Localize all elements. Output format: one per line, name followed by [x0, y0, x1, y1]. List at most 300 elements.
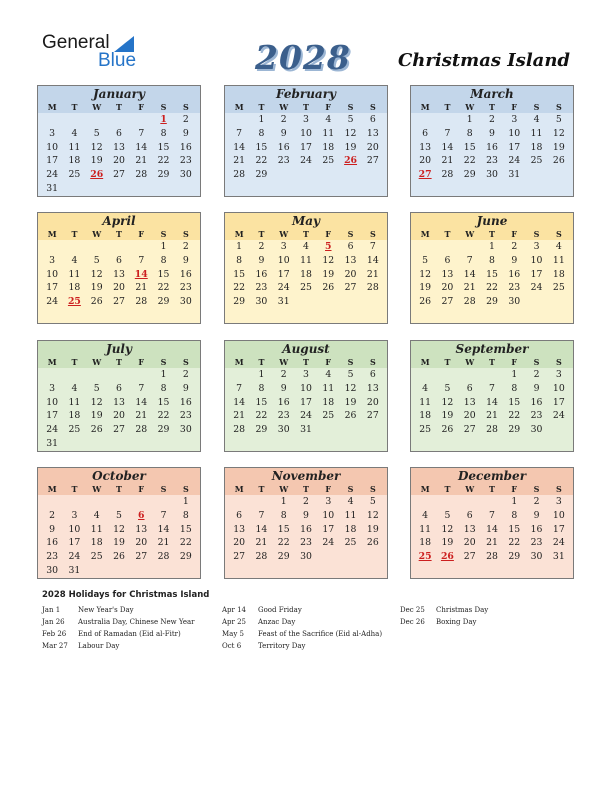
holiday-name: Australia Day, Chinese New Year	[78, 618, 195, 626]
day-cell: 3	[280, 241, 287, 252]
day-grid	[411, 113, 573, 182]
weekday-label: T	[303, 357, 309, 367]
day-cell: 30	[179, 296, 192, 308]
month-name: July	[38, 341, 200, 356]
day-cell: 21	[366, 268, 379, 280]
holiday-name: Feast of the Sacrifice (Eid al-Adha)	[258, 630, 383, 638]
day-cell: 5	[369, 496, 376, 507]
day-cell: 13	[344, 254, 357, 266]
day-cell: 16	[277, 396, 290, 408]
weekday-label: W	[279, 484, 289, 494]
month-name: April	[38, 213, 200, 228]
day-cell: 27	[113, 424, 125, 436]
day-cell: 26	[441, 424, 454, 436]
day-cell: 22	[179, 537, 192, 549]
day-cell: 29	[255, 169, 268, 181]
day-cell: 21	[486, 537, 498, 549]
day-cell: 23	[179, 410, 192, 422]
holiday-column	[42, 604, 195, 652]
holiday-day-cell: 26	[344, 155, 358, 167]
day-cell: 9	[49, 523, 56, 535]
weekday-label: S	[160, 484, 167, 494]
day-grid	[225, 495, 387, 564]
day-cell: 12	[90, 396, 103, 408]
day-grid	[411, 368, 573, 437]
day-cell: 4	[71, 127, 78, 139]
day-cell: 30	[486, 169, 498, 181]
day-cell: 12	[344, 127, 357, 139]
day-cell: 11	[68, 396, 81, 408]
day-cell: 13	[463, 396, 476, 408]
weekday-label: S	[347, 229, 354, 239]
day-cell: 28	[135, 169, 148, 181]
day-cell: 13	[113, 396, 125, 408]
day-cell: 10	[300, 127, 312, 139]
day-cell: 7	[489, 382, 495, 394]
day-cell: 10	[300, 382, 312, 394]
day-cell: 29	[255, 424, 268, 436]
day-cell: 16	[179, 396, 192, 408]
day-cell: 24	[46, 424, 59, 436]
day-cell: 22	[486, 282, 498, 294]
day-cell: 7	[369, 241, 376, 252]
day-cell: 1	[511, 369, 518, 380]
month-name: November	[225, 468, 387, 483]
holiday-date: Jan 26	[42, 618, 65, 626]
day-cell: 15	[157, 268, 170, 280]
holiday-day-cell: 26	[440, 551, 454, 563]
weekday-label: M	[234, 357, 244, 367]
day-cell: 27	[135, 551, 148, 563]
holiday-list-title: 2028 Holidays for Christmas Island	[42, 590, 210, 600]
weekday-label: S	[555, 102, 562, 112]
weekday-label: S	[182, 229, 189, 239]
day-cell: 29	[157, 424, 170, 436]
day-cell: 19	[441, 537, 454, 549]
holiday-entry	[400, 604, 488, 616]
day-cell: 23	[486, 155, 498, 167]
holiday-date: Mar 27	[42, 642, 68, 650]
weekday-label: T	[116, 229, 122, 239]
day-cell: 27	[233, 551, 246, 563]
day-cell: 25	[68, 424, 81, 436]
weekday-label: F	[325, 102, 332, 112]
day-cell: 24	[277, 282, 290, 294]
day-cell: 8	[160, 382, 167, 394]
weekday-label: W	[465, 102, 475, 112]
weekday-header-row	[225, 101, 387, 113]
day-cell: 18	[344, 523, 357, 535]
year-title: 2028	[255, 38, 351, 77]
day-cell: 6	[116, 127, 122, 139]
day-cell: 25	[322, 155, 335, 167]
day-cell: 27	[463, 551, 476, 563]
holiday-entry	[222, 616, 382, 628]
day-cell: 10	[277, 254, 290, 266]
weekday-label: F	[511, 229, 518, 239]
day-cell: 12	[441, 523, 454, 535]
day-cell: 4	[71, 382, 78, 394]
day-cell: 18	[68, 282, 81, 294]
holiday-entry	[222, 628, 382, 640]
day-cell: 20	[366, 141, 379, 153]
day-cell: 17	[68, 537, 81, 549]
day-cell: 26	[90, 296, 103, 308]
day-cell: 6	[444, 254, 451, 266]
weekday-label: F	[138, 229, 145, 239]
day-cell: 12	[344, 382, 357, 394]
day-cell: 23	[530, 410, 543, 422]
day-cell: 7	[466, 254, 473, 266]
day-cell: 16	[530, 396, 543, 408]
weekday-label: F	[138, 102, 145, 112]
day-cell: 24	[552, 410, 565, 422]
day-cell: 21	[135, 410, 148, 422]
day-cell: 9	[533, 509, 540, 521]
day-cell: 9	[182, 254, 189, 266]
day-cell: 9	[489, 127, 495, 139]
day-cell: 14	[233, 141, 246, 153]
day-cell: 4	[422, 509, 429, 521]
empty-day-cell	[414, 240, 436, 254]
holiday-entry	[42, 628, 195, 640]
day-cell: 11	[419, 396, 432, 408]
day-cell: 15	[157, 396, 170, 408]
day-cell: 14	[463, 268, 476, 280]
weekday-header-row	[225, 483, 387, 495]
day-cell: 16	[255, 268, 268, 280]
day-cell: 6	[116, 382, 122, 394]
day-cell: 20	[463, 410, 476, 422]
holiday-date: Dec 26	[400, 618, 425, 626]
weekday-header-row	[411, 483, 573, 495]
day-cell: 17	[277, 268, 290, 280]
day-cell: 28	[486, 424, 498, 436]
day-cell: 24	[300, 410, 312, 422]
empty-day-cell	[481, 368, 503, 382]
weekday-label: M	[47, 229, 57, 239]
holiday-date: Apr 14	[222, 606, 247, 614]
empty-day-cell	[228, 113, 250, 127]
weekday-label: M	[420, 229, 430, 239]
header	[0, 0, 612, 82]
day-cell: 31	[46, 182, 59, 194]
weekday-label: W	[92, 229, 102, 239]
day-cell: 30	[508, 296, 521, 308]
day-cell: 13	[113, 141, 125, 153]
weekday-label: W	[279, 357, 289, 367]
weekday-label: T	[489, 484, 495, 494]
day-cell: 28	[135, 296, 148, 308]
day-cell: 15	[508, 523, 521, 535]
day-cell: 24	[530, 282, 543, 294]
day-cell: 21	[441, 155, 454, 167]
day-cell: 15	[255, 141, 268, 153]
month-october	[37, 467, 201, 579]
day-grid	[38, 495, 200, 578]
day-cell: 25	[344, 537, 357, 549]
day-cell: 1	[236, 241, 243, 252]
day-cell: 28	[233, 424, 246, 436]
month-august	[224, 340, 388, 452]
day-cell: 25	[530, 155, 543, 167]
day-cell: 28	[366, 282, 379, 294]
day-cell: 6	[466, 509, 473, 521]
day-cell: 5	[93, 127, 100, 139]
month-name: October	[38, 468, 200, 483]
day-cell: 11	[419, 523, 432, 535]
day-cell: 14	[255, 523, 268, 535]
weekday-label: M	[234, 484, 244, 494]
day-cell: 7	[236, 127, 243, 139]
weekday-label: T	[258, 229, 265, 239]
weekday-label: F	[138, 357, 145, 367]
month-name: September	[411, 341, 573, 356]
day-grid	[411, 495, 573, 564]
day-cell: 18	[322, 396, 335, 408]
day-cell: 22	[277, 537, 290, 549]
day-cell: 10	[46, 141, 59, 153]
day-cell: 17	[552, 396, 565, 408]
empty-day-cell	[63, 113, 85, 127]
day-cell: 1	[182, 496, 189, 507]
month-name: February	[225, 86, 387, 101]
day-cell: 31	[277, 296, 290, 308]
holiday-day-cell: 27	[418, 169, 432, 181]
month-name: June	[411, 213, 573, 228]
day-cell: 3	[49, 382, 56, 394]
empty-day-cell	[63, 240, 85, 254]
day-grid	[225, 113, 387, 182]
empty-day-cell	[130, 240, 152, 254]
day-cell: 28	[135, 424, 148, 436]
day-cell: 11	[68, 141, 81, 153]
day-cell: 21	[486, 410, 498, 422]
day-cell: 25	[322, 410, 335, 422]
day-cell: 18	[552, 268, 565, 280]
weekday-label: M	[234, 229, 244, 239]
day-cell: 3	[555, 369, 562, 380]
day-cell: 26	[552, 155, 565, 167]
day-cell: 6	[422, 127, 429, 139]
month-july	[37, 340, 201, 452]
day-cell: 13	[366, 382, 379, 394]
day-cell: 20	[419, 155, 432, 167]
day-cell: 29	[463, 169, 476, 181]
day-cell: 28	[486, 551, 498, 563]
day-cell: 6	[347, 241, 354, 252]
empty-day-cell	[414, 113, 436, 127]
day-cell: 26	[366, 537, 379, 549]
weekday-header-row	[38, 356, 200, 368]
day-cell: 14	[486, 396, 498, 408]
empty-day-cell	[459, 240, 481, 254]
day-cell: 18	[530, 141, 543, 153]
logo	[42, 34, 136, 70]
month-name: January	[38, 86, 200, 101]
day-cell: 4	[325, 369, 332, 380]
holiday-name: Labour Day	[78, 642, 120, 650]
empty-day-cell	[250, 495, 272, 509]
weekday-label: T	[71, 484, 78, 494]
weekday-label: T	[116, 102, 122, 112]
empty-day-cell	[86, 113, 108, 127]
day-cell: 8	[511, 382, 518, 394]
day-cell: 10	[530, 254, 543, 266]
day-grid	[411, 240, 573, 309]
day-cell: 21	[135, 155, 148, 167]
day-cell: 9	[280, 382, 287, 394]
weekday-label: W	[92, 102, 102, 112]
empty-day-cell	[130, 113, 152, 127]
day-cell: 17	[530, 268, 543, 280]
day-cell: 24	[46, 169, 59, 181]
day-cell: 19	[344, 141, 357, 153]
day-cell: 30	[530, 551, 543, 563]
day-cell: 23	[255, 282, 268, 294]
day-cell: 26	[90, 424, 103, 436]
day-cell: 10	[322, 509, 335, 521]
weekday-label: S	[347, 102, 354, 112]
day-cell: 17	[508, 141, 521, 153]
day-cell: 4	[533, 114, 540, 125]
holiday-column	[400, 604, 488, 628]
empty-day-cell	[63, 368, 85, 382]
day-cell: 22	[233, 282, 246, 294]
day-cell: 17	[300, 396, 312, 408]
holiday-day-cell: 26	[90, 169, 104, 181]
day-cell: 31	[508, 169, 521, 181]
day-cell: 10	[46, 396, 59, 408]
day-cell: 25	[419, 424, 432, 436]
weekday-label: T	[71, 229, 78, 239]
month-april	[37, 212, 201, 324]
weekday-label: S	[533, 229, 540, 239]
day-cell: 27	[366, 155, 379, 167]
day-cell: 15	[463, 141, 476, 153]
weekday-header-row	[225, 356, 387, 368]
day-cell: 13	[233, 523, 246, 535]
weekday-label: F	[511, 102, 518, 112]
holiday-date: Dec 25	[400, 606, 425, 614]
empty-day-cell	[108, 368, 130, 382]
day-cell: 17	[46, 155, 59, 167]
weekday-label: F	[511, 484, 518, 494]
day-cell: 27	[344, 282, 357, 294]
day-cell: 24	[322, 537, 335, 549]
day-cell: 29	[508, 424, 521, 436]
day-cell: 27	[366, 410, 379, 422]
empty-day-cell	[414, 495, 436, 509]
weekday-label: S	[555, 357, 562, 367]
day-cell: 19	[366, 523, 379, 535]
day-cell: 20	[113, 155, 125, 167]
day-cell: 12	[441, 396, 454, 408]
day-cell: 9	[258, 254, 265, 266]
weekday-header-row	[225, 228, 387, 240]
day-cell: 6	[466, 382, 473, 394]
empty-day-cell	[108, 113, 130, 127]
holiday-date: Oct 6	[222, 642, 242, 650]
weekday-label: F	[325, 484, 332, 494]
day-cell: 23	[46, 551, 59, 563]
day-cell: 16	[486, 141, 498, 153]
holiday-date: Apr 25	[222, 618, 247, 626]
day-cell: 6	[116, 254, 122, 266]
weekday-label: T	[489, 102, 495, 112]
day-cell: 17	[300, 141, 312, 153]
day-cell: 16	[179, 268, 192, 280]
day-cell: 27	[441, 296, 454, 308]
weekday-label: T	[303, 229, 309, 239]
day-grid	[225, 240, 387, 309]
day-cell: 2	[182, 114, 189, 125]
day-cell: 20	[463, 537, 476, 549]
holiday-date: Feb 26	[42, 630, 67, 638]
day-cell: 8	[182, 509, 189, 521]
day-cell: 8	[236, 254, 243, 266]
empty-day-cell	[41, 113, 63, 127]
weekday-label: T	[303, 484, 309, 494]
day-cell: 30	[530, 424, 543, 436]
weekday-label: S	[555, 484, 562, 494]
holiday-name: End of Ramadan (Eid al-Fitr)	[78, 630, 181, 638]
day-cell: 28	[463, 296, 476, 308]
day-cell: 5	[347, 369, 354, 380]
weekday-label: S	[369, 102, 376, 112]
weekday-label: M	[47, 102, 57, 112]
day-cell: 14	[486, 523, 498, 535]
day-cell: 17	[46, 410, 59, 422]
holiday-day-cell: 1	[160, 114, 167, 125]
day-cell: 3	[49, 254, 56, 266]
day-cell: 11	[300, 254, 312, 266]
day-cell: 2	[489, 114, 495, 125]
weekday-label: W	[92, 357, 102, 367]
day-cell: 10	[46, 268, 59, 280]
day-cell: 1	[511, 496, 518, 507]
holiday-day-cell: 25	[418, 551, 432, 563]
day-cell: 7	[258, 509, 265, 521]
holiday-day-cell: 5	[325, 241, 332, 252]
day-cell: 17	[46, 282, 59, 294]
weekday-label: T	[116, 484, 122, 494]
day-cell: 20	[113, 410, 125, 422]
day-cell: 5	[555, 114, 562, 125]
day-cell: 9	[280, 127, 287, 139]
day-cell: 15	[277, 523, 290, 535]
day-cell: 15	[486, 268, 498, 280]
day-cell: 19	[552, 141, 565, 153]
day-cell: 12	[90, 268, 103, 280]
day-cell: 31	[46, 437, 59, 449]
holiday-name: Territory Day	[258, 642, 306, 650]
weekday-header-row	[411, 228, 573, 240]
day-cell: 16	[277, 141, 290, 153]
day-cell: 12	[113, 523, 125, 535]
weekday-label: S	[160, 229, 167, 239]
weekday-label: W	[279, 102, 289, 112]
month-february	[224, 85, 388, 197]
day-cell: 25	[90, 551, 103, 563]
weekday-label: F	[138, 484, 145, 494]
weekday-label: M	[234, 102, 244, 112]
day-cell: 21	[135, 282, 148, 294]
day-cell: 29	[508, 551, 521, 563]
day-cell: 6	[369, 369, 376, 380]
day-cell: 7	[489, 509, 495, 521]
weekday-label: S	[347, 484, 354, 494]
